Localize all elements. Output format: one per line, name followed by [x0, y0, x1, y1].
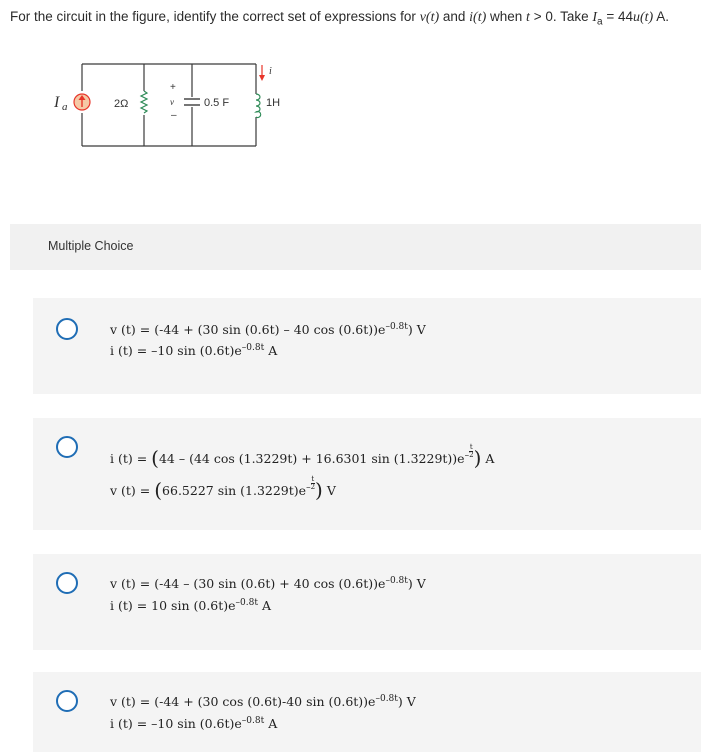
eq-exponent: –0.8t — [385, 322, 408, 332]
eq-exponent: –0.8t — [375, 694, 398, 704]
question-when: when — [486, 9, 527, 24]
eq-body: (-44 – (30 sin (0.6t) + 40 cos (0.6t))e — [154, 576, 386, 591]
source-subscript: a — [62, 101, 68, 113]
option-equation-line — [110, 443, 495, 470]
option-equation-line — [110, 694, 416, 709]
v-plus: + — [170, 82, 176, 93]
eq-body: –10 sin (0.6t)e — [151, 343, 242, 358]
multiple-choice-header — [10, 224, 701, 270]
radio-button[interactable] — [56, 436, 78, 458]
eq-unit: A — [257, 598, 271, 613]
eq-unit: A — [481, 451, 495, 466]
eq-unit: A — [264, 716, 278, 731]
v-var: v — [419, 10, 426, 25]
source-label: I — [54, 94, 60, 111]
option-equation-line — [110, 716, 277, 731]
answer-option-3[interactable] — [33, 554, 701, 650]
resistor-icon — [138, 91, 150, 115]
frac-den: 2 — [310, 483, 316, 491]
eq-exponent: –0.8t — [241, 343, 265, 353]
radio-button[interactable] — [56, 690, 78, 712]
eq-lhs: v (t) = — [110, 322, 155, 337]
inductor-label: 1H — [266, 97, 281, 109]
eq-unit: ) V — [407, 576, 426, 591]
radio-button[interactable] — [56, 318, 78, 340]
eq-lhs: i (t) = — [110, 343, 152, 358]
eq-body: 66.5227 sin (1.3229t)e — [162, 483, 307, 498]
eq-lhs: i (t) = — [110, 716, 152, 731]
answer-option-1[interactable] — [33, 298, 701, 394]
question-and: and — [439, 9, 470, 24]
frac-num: t — [469, 443, 473, 451]
answer-option-2[interactable] — [33, 418, 701, 530]
t-arg: (t) — [425, 10, 440, 25]
eq-body: 10 sin (0.6t)e — [151, 598, 236, 613]
option-equation-line — [110, 475, 336, 502]
current-source-icon — [74, 91, 90, 113]
answer-option-4[interactable] — [33, 672, 701, 752]
eq-unit: ) V — [397, 694, 416, 709]
radio-button[interactable] — [56, 572, 78, 594]
big-paren-close: ) — [473, 446, 482, 470]
i-var: i — [469, 10, 474, 25]
eq-unit: ) V — [407, 322, 426, 337]
eq-body: –10 sin (0.6t)e — [151, 716, 242, 731]
eq-exponent: – — [464, 451, 470, 461]
t-var: t — [526, 10, 530, 25]
u-var: u — [633, 10, 640, 25]
eq-body: 44 – (44 cos (1.3229t) + 16.6301 sin (1.3229t))e — [158, 451, 465, 466]
frac-num: t — [311, 475, 315, 483]
eq-body: (-44 + (30 sin (0.6t) – 40 cos (0.6t))e — [154, 322, 386, 337]
eq-body: (-44 + (30 cos (0.6t)-40 sin (0.6t))e — [154, 694, 376, 709]
current-label: i — [269, 66, 272, 77]
capacitor-label: 0.5 F — [204, 97, 230, 109]
question-condition: > 0. Take — [529, 9, 593, 24]
current-arrow-icon — [259, 65, 265, 81]
option-equation-line — [110, 322, 426, 337]
eq-exponent: –0.8t — [241, 716, 265, 726]
eq-exponent: – — [306, 483, 311, 493]
t-arg: (t) — [473, 10, 487, 25]
ia-subscript: a — [597, 16, 603, 28]
inductor-icon — [256, 94, 261, 118]
eq-lhs: i (t) = — [110, 451, 152, 466]
option-equation-line — [110, 598, 271, 613]
circuit-diagram — [50, 55, 310, 155]
big-paren-open: ( — [151, 446, 159, 470]
v-minus: – — [171, 110, 177, 121]
eq-exponent: –0.8t — [235, 598, 258, 608]
question-text — [10, 9, 700, 28]
t-arg: (t) — [640, 10, 654, 25]
eq-lhs: i (t) = — [110, 598, 152, 613]
big-paren-open: ( — [154, 478, 163, 502]
eq-unit: A — [264, 343, 278, 358]
resistor-label: 2Ω — [114, 98, 129, 110]
question-unit: A. — [653, 9, 669, 24]
capacitor-icon — [184, 97, 200, 107]
v-label: v — [170, 97, 174, 107]
eq-unit: V — [322, 483, 336, 498]
option-equation-line — [110, 576, 426, 591]
eq-lhs: v (t) = — [110, 483, 155, 498]
big-paren-close: ) — [315, 478, 323, 502]
eq-exponent: –0.8t — [385, 576, 408, 586]
multiple-choice-label: Multiple Choice — [48, 239, 134, 253]
question-eq: = 44 — [602, 9, 633, 24]
option-equation-line — [110, 343, 277, 358]
eq-lhs: v (t) = — [110, 694, 155, 709]
question-prefix: For the circuit in the figure, identify the correct set of expressions for — [10, 9, 420, 24]
frac-den: 2 — [469, 451, 474, 459]
ia-var: I — [592, 10, 598, 25]
eq-lhs: v (t) = — [110, 576, 155, 591]
